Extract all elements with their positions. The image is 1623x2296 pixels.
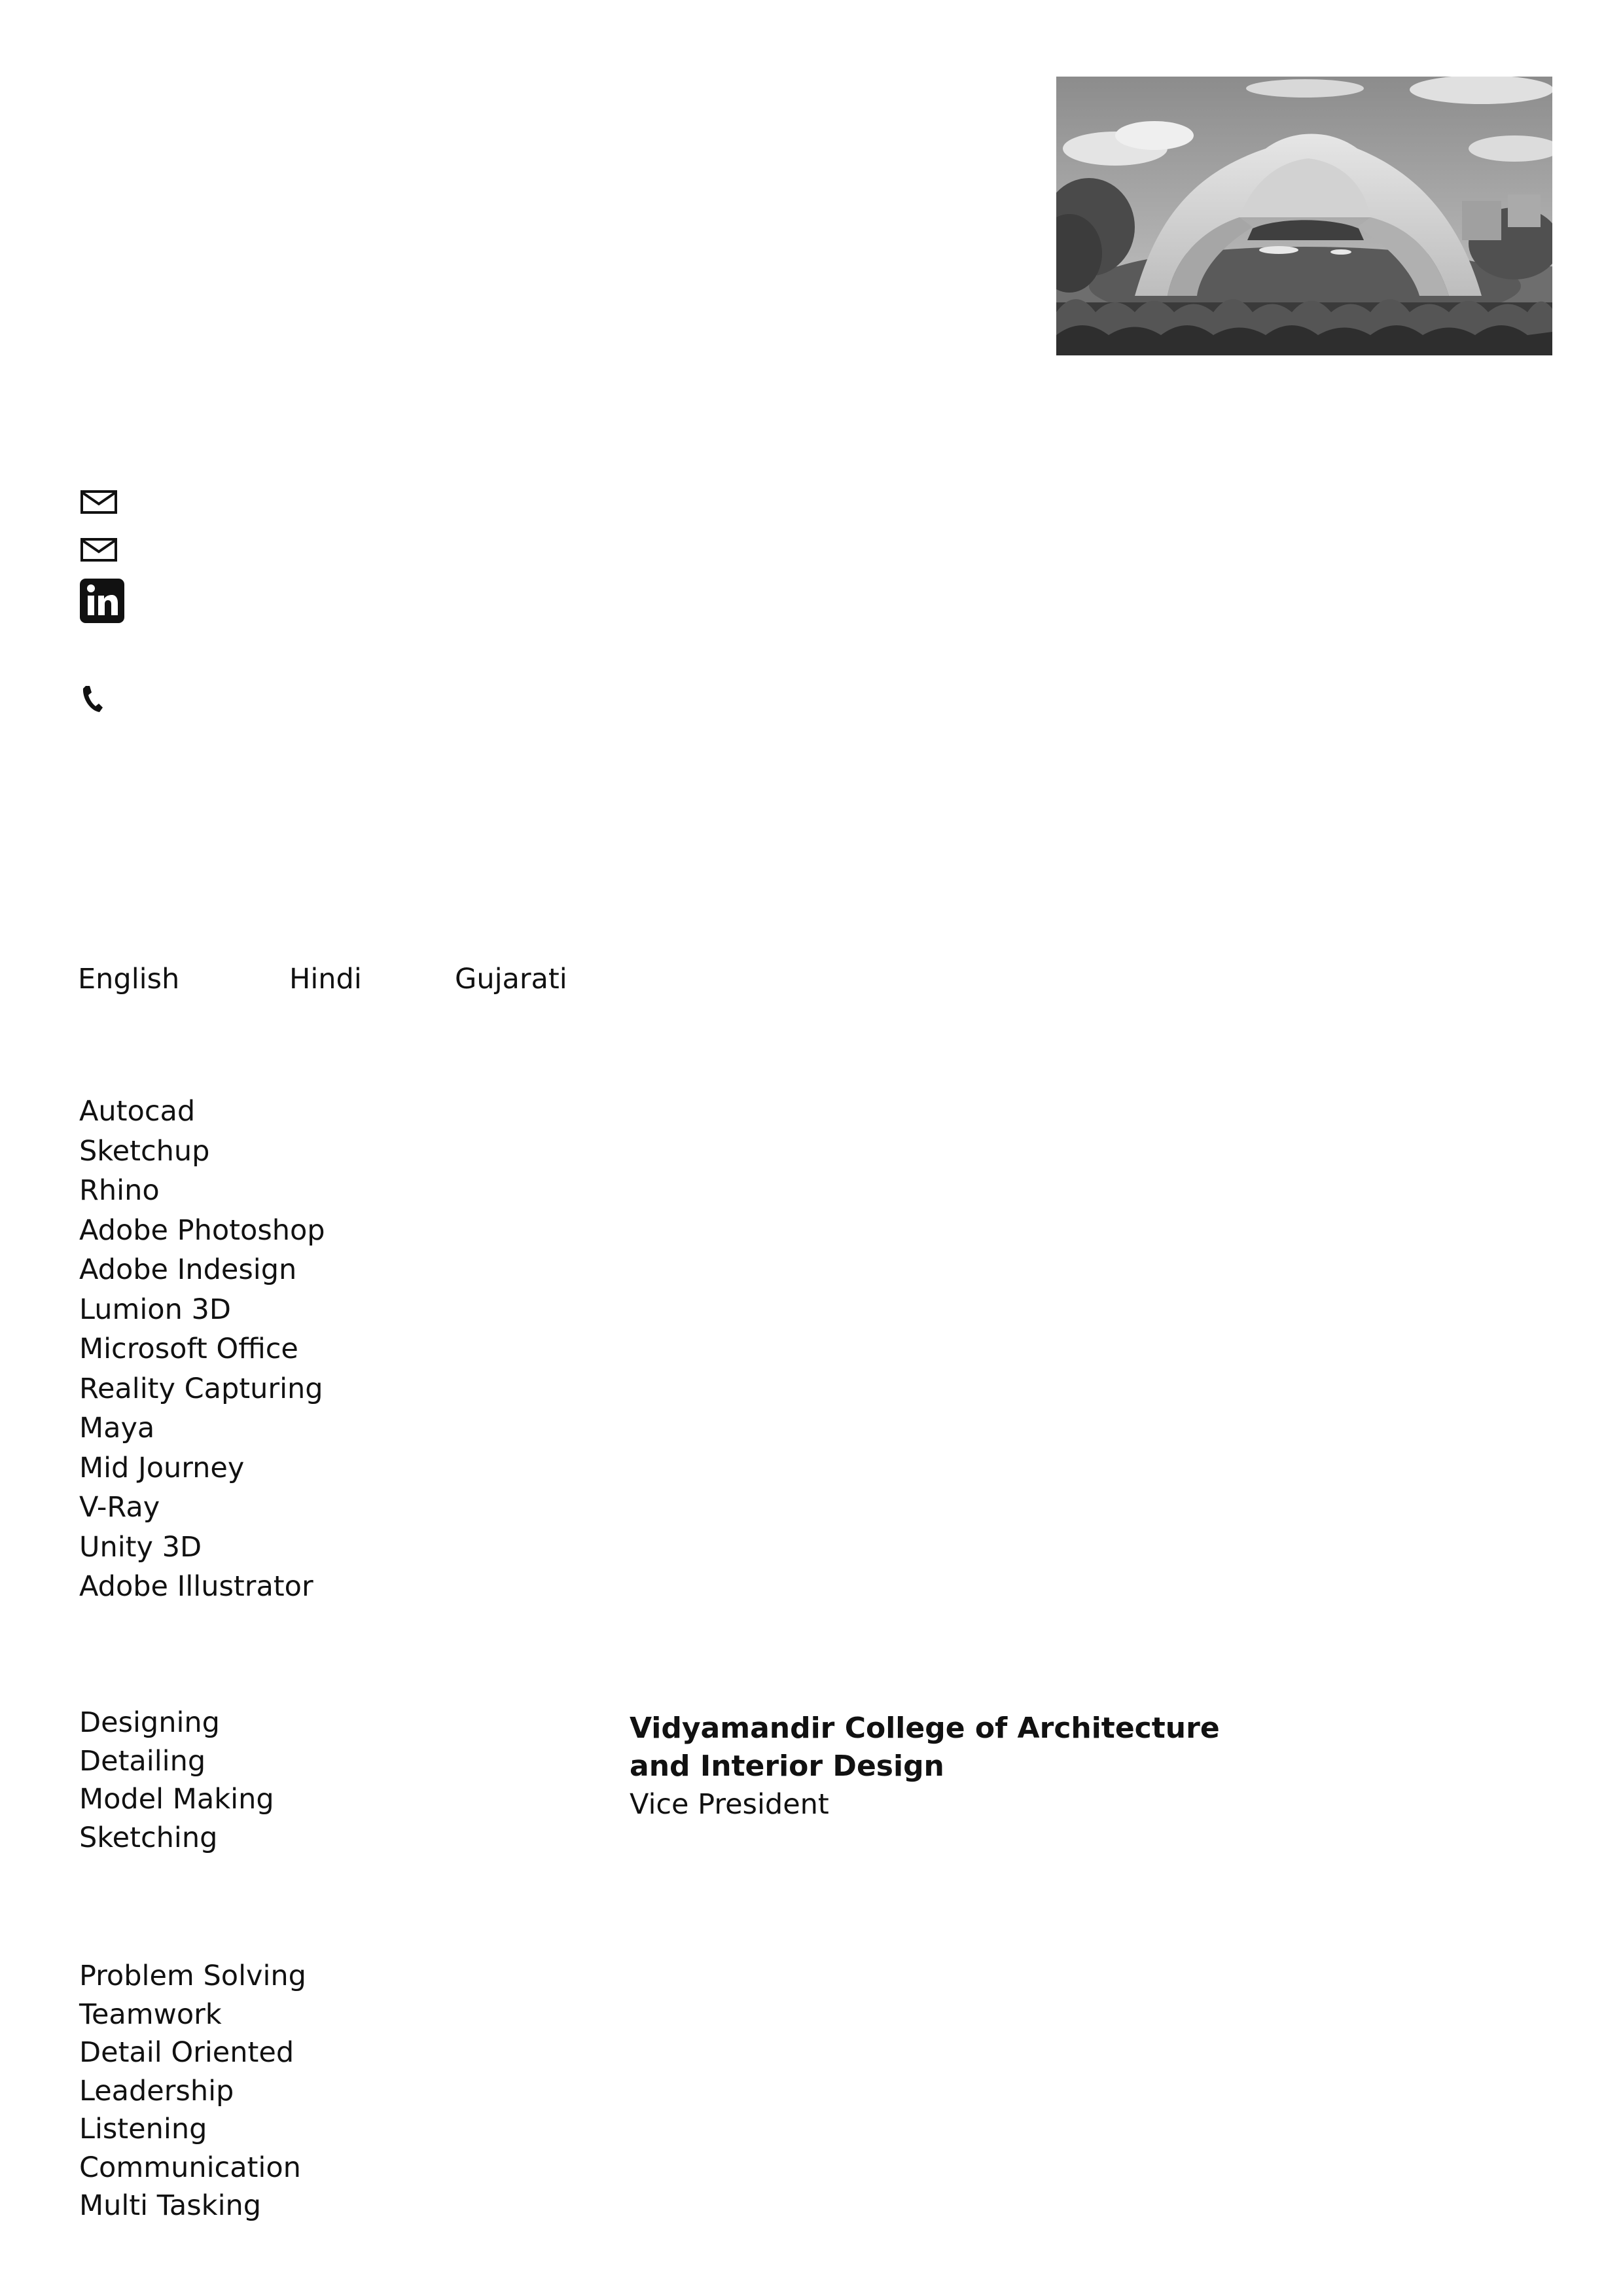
list-item: Teamwork xyxy=(79,1998,222,2031)
list-item: Sketchup xyxy=(79,1134,210,1168)
list-item: Model Making xyxy=(79,1783,274,1816)
list-item: Sketching xyxy=(79,1821,218,1854)
list-item: Autocad xyxy=(79,1095,196,1128)
soft-skills-list xyxy=(79,1957,306,2225)
list-item: Maya xyxy=(79,1412,155,1444)
list-item: Rhino xyxy=(79,1174,160,1207)
mail-icon[interactable] xyxy=(80,490,117,514)
list-item: Unity 3D xyxy=(79,1530,202,1564)
list-item: Listening xyxy=(79,2113,207,2145)
list-item: V-Ray xyxy=(79,1491,160,1524)
experience-organization-line1: Vidyamandir College of Architecture xyxy=(630,1712,1220,1745)
experience-role: Vice President xyxy=(630,1788,829,1821)
list-item: Adobe Indesign xyxy=(79,1253,297,1286)
list-item: Reality Capturing xyxy=(79,1372,323,1405)
mail-icon[interactable] xyxy=(80,538,117,562)
list-item: Lumion 3D xyxy=(79,1293,231,1326)
list-item: Mid Journey xyxy=(79,1451,245,1484)
skills-list xyxy=(79,1704,274,1857)
list-item: Adobe Illustrator xyxy=(79,1570,313,1603)
list-item: Detail Oriented xyxy=(79,2036,294,2069)
list-item: Microsoft Office xyxy=(79,1333,298,1365)
list-item: Adobe Photoshop xyxy=(79,1213,325,1247)
list-item: Communication xyxy=(79,2151,301,2184)
list-item: Multi Tasking xyxy=(79,2189,262,2222)
software-list xyxy=(79,1092,325,1607)
language-hindi: Hindi xyxy=(289,963,362,996)
experience-organization-line2: and Interior Design xyxy=(630,1749,944,1783)
list-item: Detailing xyxy=(79,1744,206,1778)
phone-icon[interactable] xyxy=(81,685,103,713)
linkedin-icon[interactable] xyxy=(80,579,124,623)
list-item: Designing xyxy=(79,1706,220,1739)
language-english: English xyxy=(78,963,180,996)
experience-organization xyxy=(630,1710,1220,1785)
project-render-image xyxy=(1056,77,1552,355)
list-item: Leadership xyxy=(79,2074,234,2108)
list-item: Problem Solving xyxy=(79,1960,306,1992)
language-gujarati: Gujarati xyxy=(455,963,567,996)
